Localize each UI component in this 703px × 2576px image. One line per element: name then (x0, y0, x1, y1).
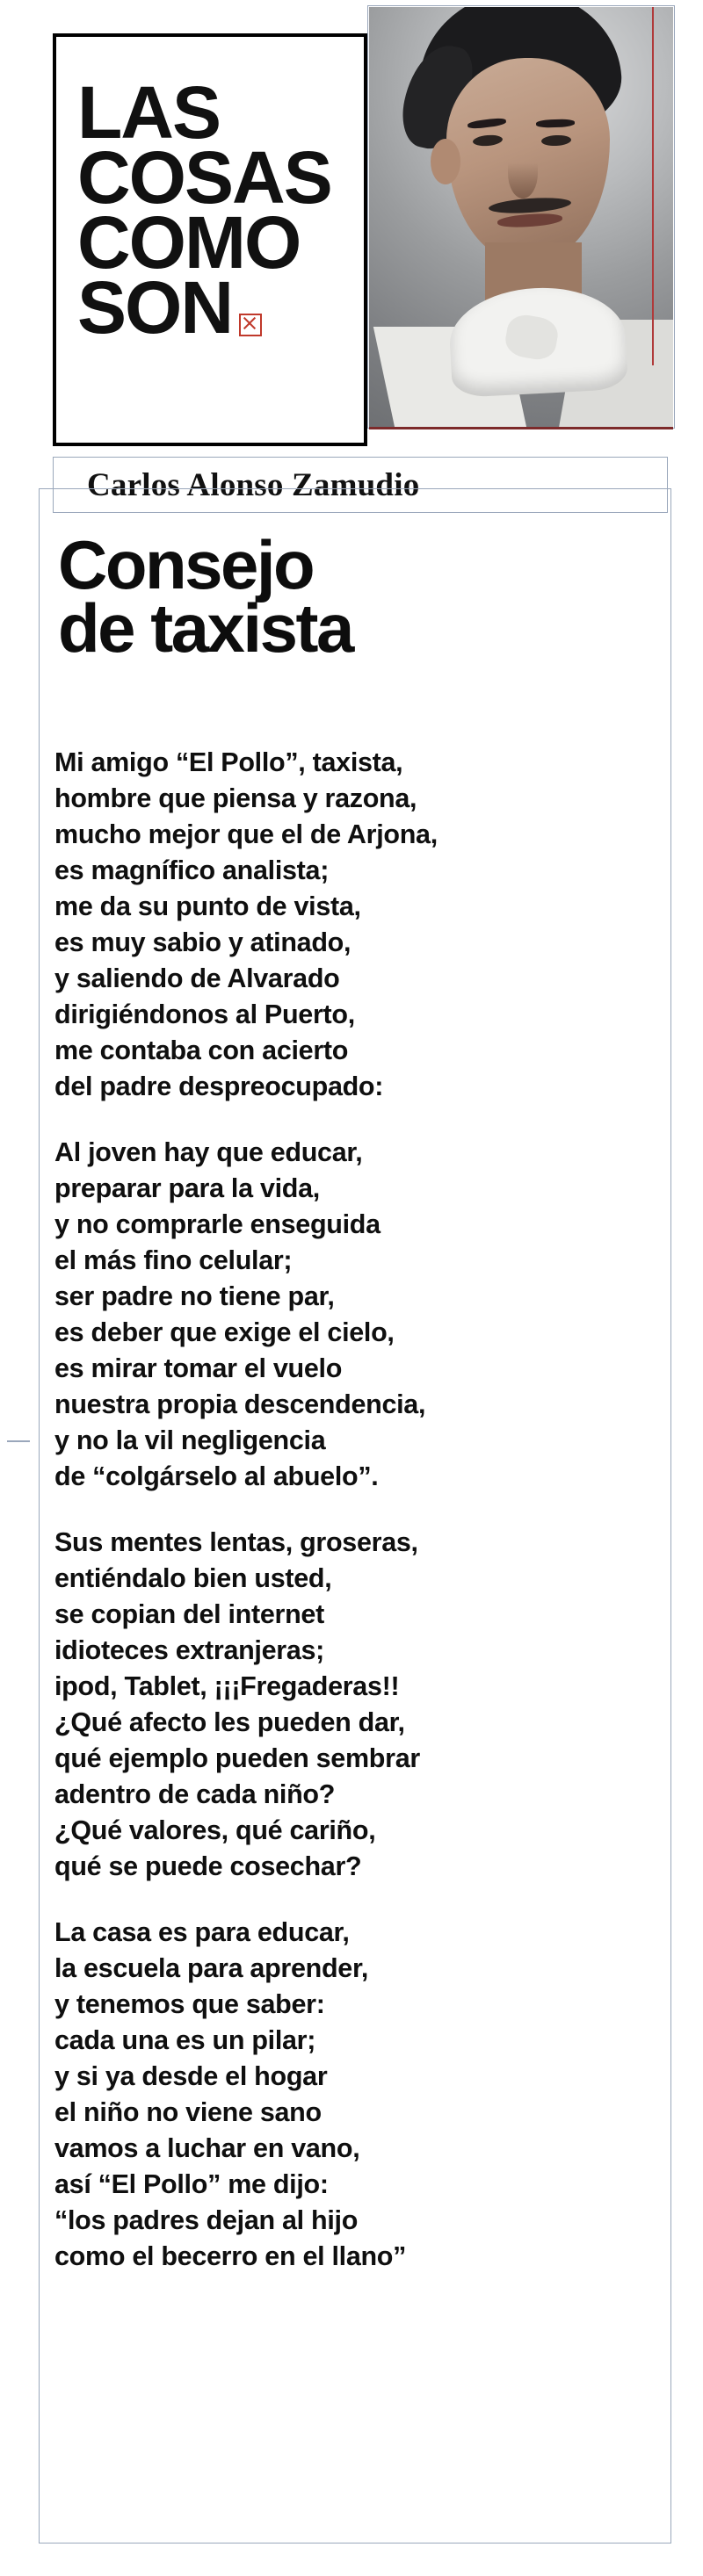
poem-line: adentro de cada niño? (54, 1779, 336, 1809)
column-tick-mark (7, 1440, 30, 1442)
poem-line: es muy sabio y atinado, (54, 927, 352, 957)
poem-line: y no la vil negligencia (54, 1425, 326, 1455)
poem-line: y saliendo de Alvarado (54, 963, 340, 993)
poem-line: qué se puede cosechar? (54, 1851, 362, 1881)
poem-line: idioteces extranjeras; (54, 1635, 325, 1665)
poem-line: de “colgárselo al abuelo”. (54, 1461, 379, 1491)
poem-line: nuestra propia descendencia, (54, 1389, 426, 1419)
poem-line: vamos a luchar en vano, (54, 2133, 360, 2163)
page-title (58, 526, 620, 667)
stanza (54, 745, 626, 1105)
masthead-line-4 (77, 265, 348, 349)
headline-line-2: de taxista (58, 588, 352, 667)
poem-line: es deber que exige el cielo, (54, 1317, 395, 1347)
poem-line: dirigiéndonos al Puerto, (54, 999, 355, 1029)
x-mark-icon (239, 314, 262, 336)
poem-line: y si ya desde el hogar (54, 2061, 328, 2091)
poem-line: La casa es para educar, (54, 1917, 350, 1947)
portrait-red-rule-right (652, 7, 654, 365)
portrait-nose (508, 148, 538, 198)
poem-line: del padre despreocupado: (54, 1072, 384, 1101)
poem-line: la escuela para aprender, (54, 1953, 369, 1983)
masthead-line-2: COSAS (77, 135, 331, 219)
poem-line: entiéndalo bien usted, (54, 1563, 332, 1593)
poem-line: Mi amigo “El Pollo”, taxista, (54, 747, 403, 777)
poem-line: y tenemos que saber: (54, 1989, 325, 2019)
poem-line: el niño no viene sano (54, 2097, 322, 2127)
author-name: Carlos Alonso Zamudio (87, 466, 420, 503)
poem-line: qué ejemplo pueden sembrar (54, 1743, 420, 1773)
headline-line-1: Consejo (58, 526, 314, 603)
poem-line: es mirar tomar el vuelo (54, 1353, 343, 1383)
poem-line: ¿Qué afecto les pueden dar, (54, 1707, 405, 1737)
poem-line: preparar para la vida, (54, 1173, 320, 1203)
masthead-line-4-text: SON (77, 265, 233, 349)
poem-line: el más fino celular; (54, 1245, 293, 1275)
poem-body (54, 745, 626, 2305)
masthead-line-1: LAS (77, 71, 220, 154)
poem-line: ipod, Tablet, ¡¡¡Fregaderas!! (54, 1671, 400, 1701)
poem-line: ser padre no tiene par, (54, 1281, 335, 1311)
masthead-text (77, 71, 348, 349)
poem-line: y no comprarle enseguida (54, 1209, 380, 1239)
poem-line: “los padres dejan al hijo (54, 2205, 359, 2235)
poem-line: mucho mejor que el de Arjona, (54, 819, 438, 849)
stanza (54, 1915, 626, 2275)
poem-line: es magnífico analista; (54, 855, 330, 885)
portrait-ear (431, 139, 460, 184)
poem-line: ¿Qué valores, qué cariño, (54, 1815, 376, 1845)
poem-line: así “El Pollo” me dijo: (54, 2169, 329, 2199)
poem-line: me contaba con acierto (54, 1035, 349, 1065)
poem-line: se copian del internet (54, 1599, 324, 1629)
poem-line: Al joven hay que educar, (54, 1137, 363, 1167)
stanza (54, 1525, 626, 1885)
poem-line: hombre que piensa y razona, (54, 783, 417, 813)
masthead-logo-box (53, 33, 367, 446)
stanza (54, 1135, 626, 1495)
poem-line: Sus mentes lentas, groseras, (54, 1527, 418, 1557)
poem-line: como el becerro en el llano” (54, 2241, 407, 2271)
masthead-line-3: COMO (77, 200, 301, 284)
portrait-red-rule-bottom (369, 427, 673, 429)
poem-line: me da su punto de vista, (54, 891, 361, 921)
poem-line: cada una es un pilar; (54, 2025, 316, 2055)
author-portrait-photo (369, 7, 673, 427)
